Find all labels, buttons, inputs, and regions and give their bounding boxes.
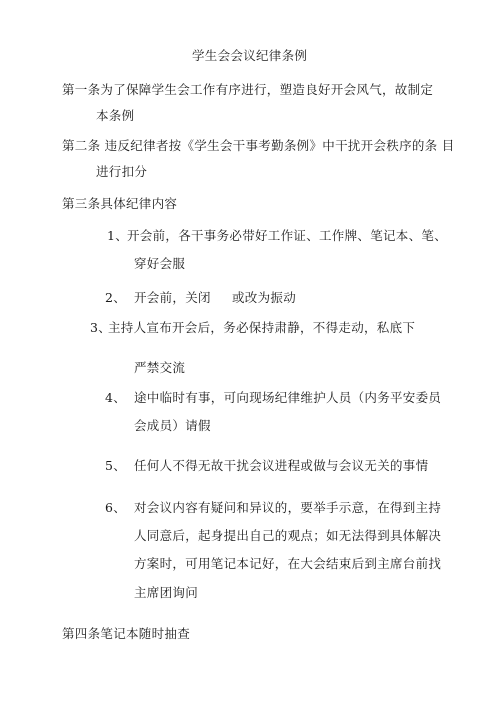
- rule-6-line-1: 对会议内容有疑问和异议的，要举手示意，在得到主持: [134, 500, 442, 515]
- rule-2-num: 2、: [105, 290, 127, 305]
- rule-5-line-1: 任何人不得无故干扰会议进程或做与会议无关的事情: [134, 458, 429, 473]
- document-title: 学生会会议纪律条例: [192, 48, 308, 63]
- article-2-line-1: 第二条 违反纪律者按《学生会干事考勤条例》中干扰开会秩序的条 目: [62, 138, 455, 153]
- rule-2-line-1: 开会前，关闭: [134, 290, 211, 305]
- rule-6-line-3: 方案时，可用笔记本记好，在大会结束后到主席台前找: [134, 556, 442, 571]
- rule-6-line-4: 主席团询问: [134, 585, 199, 600]
- article-2-line-2: 进行扣分: [96, 164, 148, 179]
- rule-3-num: 3、: [90, 320, 112, 335]
- rule-6-line-2: 人同意后，起身提出自己的观点；如无法得到具体解决: [134, 528, 442, 543]
- article-3-heading: 第三条具体纪律内容: [62, 196, 178, 211]
- rule-4-line-1: 途中临时有事，可向现场纪律维护人员（内务平安委员: [134, 390, 442, 405]
- rule-2-line-1b: 或改为振动: [232, 290, 297, 305]
- rule-6-num: 6、: [105, 500, 127, 515]
- rule-4-line-2: 会成员）请假: [134, 418, 211, 433]
- rule-4-num: 4、: [105, 390, 127, 405]
- rule-1-line-2: 穿好会服: [134, 256, 186, 271]
- article-1-line-2: 本条例: [96, 108, 135, 123]
- rule-3-line-1: 主持人宣布开会后，务必保持肃静，不得走动，私底下: [108, 320, 416, 335]
- article-1-line-1: 第一条为了保障学生会工作有序进行，塑造良好开会风气，故制定: [62, 82, 434, 97]
- rule-1-line-1: 开会前，各干事务必带好工作证、工作牌、笔记本、笔、: [127, 228, 448, 243]
- rule-5-num: 5、: [105, 458, 127, 473]
- article-4: 第四条笔记本随时抽查: [62, 626, 191, 641]
- rule-3-line-2: 严禁交流: [134, 360, 186, 375]
- rule-1-num: 1、: [107, 228, 129, 243]
